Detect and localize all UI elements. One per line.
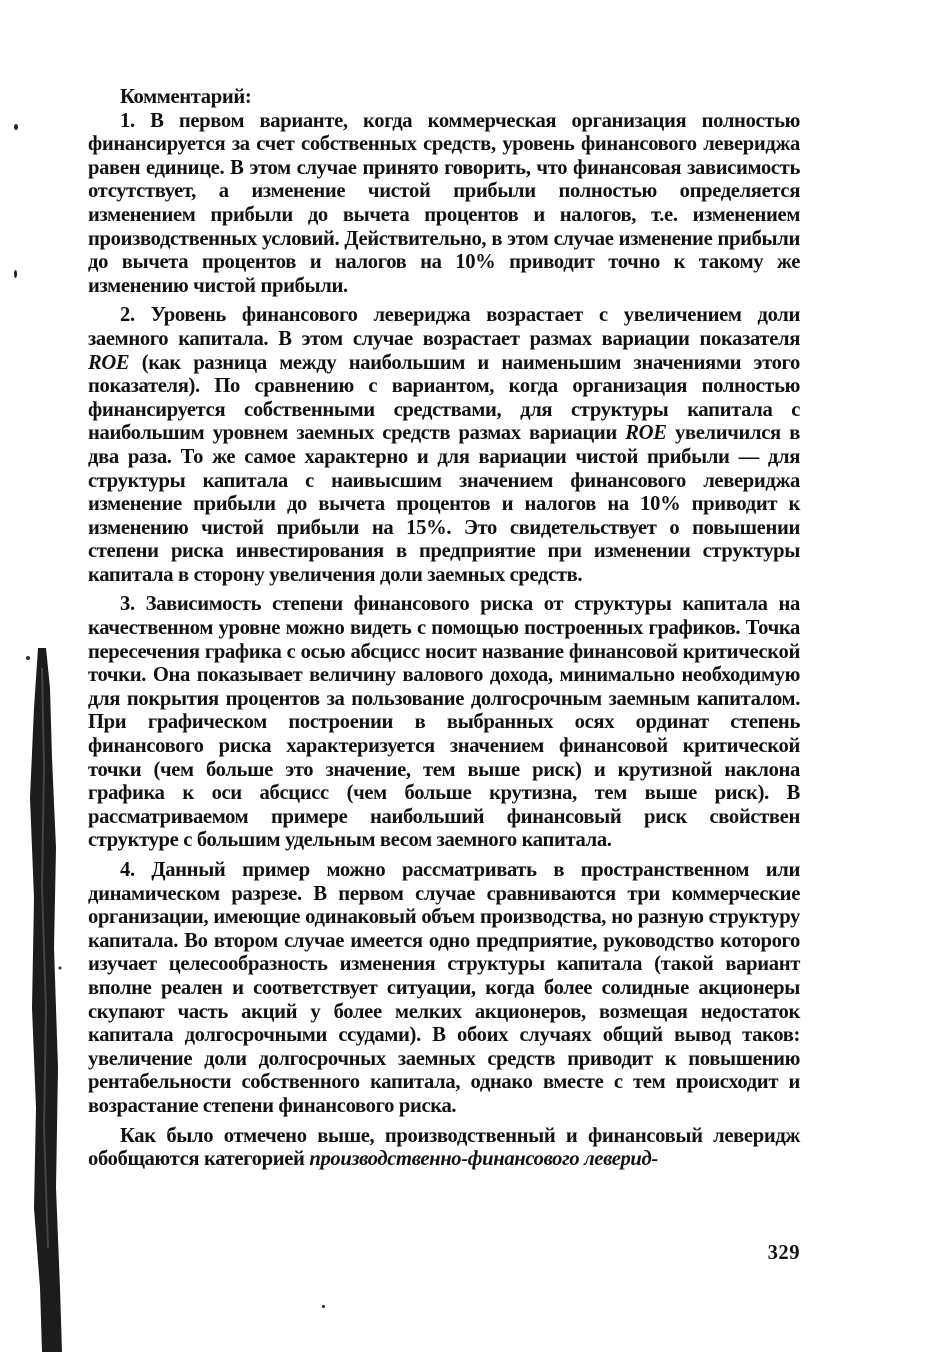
comment-heading: Комментарий:: [120, 86, 252, 108]
paragraph-1: 1. В первом варианте, когда коммерческая организация полностью финансируется за счет собственных средств, уровень финансового левериджа равен единице. В этом случае принято говорить, что финансовая зависимость отсутствует, а изменение чистой прибыли полностью определяется изменением прибыли до вычета процентов и налогов, т.е. изменением производственных условий. Действительно, в этом случае изменение прибыли до вычета процентов и налогов на 10% приводит точно к такому же изменению чистой прибыли.: [88, 109, 800, 297]
closing-lead-text: Как было отмечено выше, производственный и финансовый леверидж обобщаются категорией: [88, 1124, 800, 1171]
scan-speck: [322, 1305, 325, 1308]
roe-term: ROE: [625, 422, 667, 445]
roe-term: ROE: [88, 351, 130, 374]
closing-paragraph: [88, 1125, 800, 1172]
paragraph-3: 3. Зависимость степени финансового риска от структуры капитала на качественном уровне можно видеть с помощью построенных графиков. Точка пересечения графика с осью абсцисс носит название финансовой критической точки. Она показывает величину валового дохода, минимально необходимую для покрытия процентов за пользование долгосрочным заемным капиталом. При графическом построении в выбранных осях ординат степень финансового риска характеризуется значением финансовой критической точки (чем больше это значение, тем выше риск) и крутизной наклона графика к оси абсцисс (чем больше крутизна, тем выше риск). В рассматриваемом примере наибольший финансовый риск свойствен структуре с большим удельным весом заемного капитала.: [88, 593, 800, 852]
body-text: [88, 86, 800, 1172]
scan-binding-shadow: [16, 648, 64, 1352]
paragraph-4: 4. Данный пример можно рассматривать в пространственном или динамическом разрезе. В первом случае сравниваются три коммерческие организации, имеющие одинаковый объем производства, но разную структуру капитала. Во втором случае имеется одно предприятие, руководство которого изучает целесообразность изменения структуры капитала (такой вариант вполне реален и соответствует ситуации, когда более солидные акционеры скупают часть акций у более мелких акционеров, возмещая недостаток капитала долгосрочными ссудами). В обоих случаях общий вывод таков: увеличение доли долгосрочных заемных средств приводит к повышению рентабельности собственного капитала, однако вместе с тем происходит и возрастание степени финансового риска.: [88, 859, 800, 1117]
page-number: 329: [767, 1242, 800, 1264]
scan-speck: [14, 124, 18, 130]
paragraph-2: 2. Уровень финансового левериджа возрастает с увеличением доли заемного капитала. В этом случае возрастает размах вариации показателя ROE (как разница между наибольшим и наименьшим значениями этого показателя). По сравнению с вариантом, когда организация полностью финансируется собственными средствами, для структуры капитала с наибольшим уровнем заемных средств размах вариации ROE увеличился в два раза. То же самое характерно и для вариации чистой прибыли — для структуры капитала с наивысшим значением финансового левериджа изменение прибыли до вычета процентов и налогов на 10% приводит к изменению чистой прибыли на 15%. Это свидетельствует о повышении степени риска инвестирования в предприятие при изменении структуры капитала в сторону увеличения доли заемных средств.: [88, 304, 800, 586]
closing-italic-term: производственно-финансового леверид-: [309, 1148, 658, 1171]
scan-speck: [14, 270, 17, 278]
